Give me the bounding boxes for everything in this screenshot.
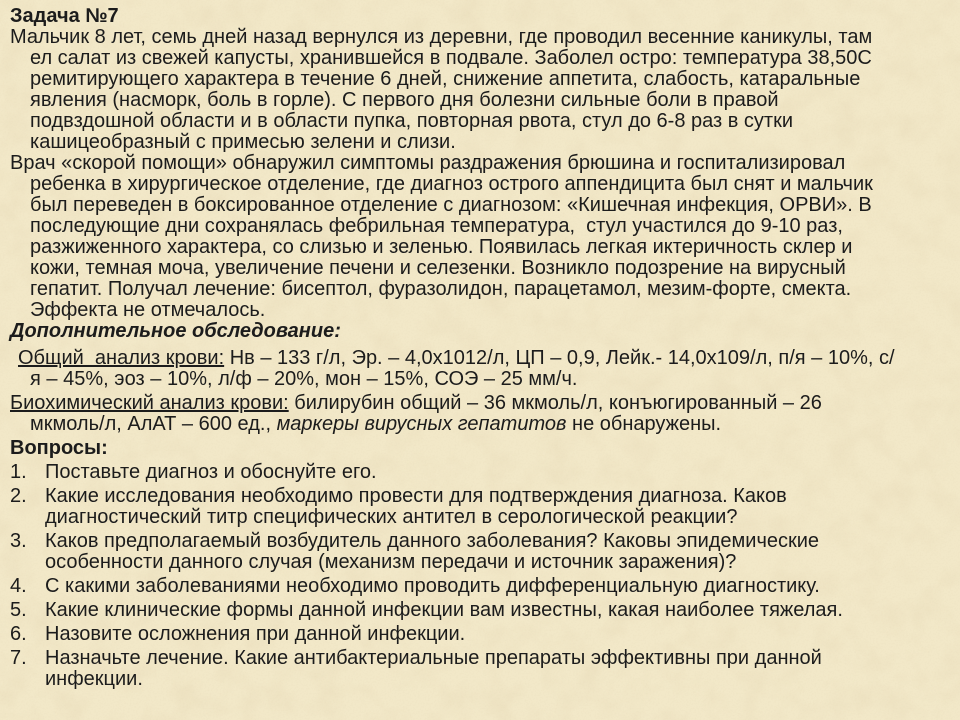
slide	[0, 6, 950, 690]
case-text-line: явления (насморк, боль в горле). С первого дня болезни сильные боли в правой	[30, 89, 779, 111]
hepatitis-markers-text: маркеры вирусных гепатитов	[276, 413, 567, 435]
biochem-line	[0, 414, 950, 435]
question-item	[0, 624, 950, 645]
case-text-line: последующие дни сохранялась фебрильная температура, стул участился до 9-10 раз,	[30, 215, 843, 237]
question-line: Поставьте диагноз и обоснуйте его.	[45, 461, 377, 483]
question-number: 4.	[10, 575, 27, 597]
question-number: 1.	[10, 461, 27, 483]
question-text	[45, 462, 377, 483]
biochem-values: мкмоль/л, АлАТ – 600 ед.,	[30, 413, 277, 435]
question-line: Какие клинические формы данной инфекции вам известны, какая наиболее тяжелая.	[45, 599, 843, 621]
case-text-line: кашицеобразный с примесью зелени и слизи.	[30, 131, 456, 153]
case-paragraph-2	[0, 153, 950, 321]
biochem-values: не обнаружены.	[566, 413, 722, 435]
question-line: Назовите осложнения при данной инфекции.	[45, 623, 466, 645]
question-number: 5.	[10, 599, 27, 621]
question-line: Назначьте лечение. Какие антибактериальные препараты эффективны при данной	[45, 647, 822, 669]
case-text-line: Мальчик 8 лет, семь дней назад вернулся из деревни, где проводил весенние каникулы, там	[10, 26, 873, 48]
blood-count-line: я – 45%, эоз – 10%, л/ф – 20%, мон – 15%, СОЭ – 25 мм/ч.	[30, 368, 578, 390]
question-line: Каков предполагаемый возбудитель данного заболевания? Каковы эпидемические	[45, 530, 820, 552]
biochem-line	[0, 393, 950, 414]
question-text	[45, 648, 822, 690]
question-line: инфекции.	[45, 668, 143, 690]
question-line: диагностический титр специфических антител в серологической реакции?	[45, 506, 738, 528]
blood-count-line	[0, 348, 950, 369]
question-item	[0, 600, 950, 621]
blood-count-label: Общий анализ крови:	[18, 347, 225, 369]
question-line: Какие исследования необходимо провести для подтверждения диагноза. Каков	[45, 485, 787, 507]
question-text	[45, 624, 465, 645]
case-text-line: кожи, темная моча, увеличение печени и селезенки. Возникло подозрение на вирусный	[30, 257, 846, 279]
case-text-line: гепатит. Получал лечение: бисептол, фуразолидон, парацетамол, мезим-форте, смекта.	[30, 278, 852, 300]
questions-heading: Вопросы:	[10, 437, 108, 459]
case-text-line: подвздошной области и в области пупка, повторная рвота, стул до 6-8 раз в сутки	[30, 110, 794, 132]
case-text-line: ел салат из свежей капусты, хранившейся в подвале. Заболел остро: температура 38,50С	[30, 47, 872, 69]
question-line: особенности данного случая (механизм передачи и источник заражения)?	[45, 551, 737, 573]
question-item	[0, 576, 950, 597]
question-text	[45, 576, 820, 597]
biochem-section	[0, 393, 950, 435]
case-text-line: был переведен в боксированное отделение с диагнозом: «Кишечная инфекция, ОРВИ». В	[30, 194, 872, 216]
question-text	[45, 531, 819, 573]
case-text-line: Эффекта не отмечалось.	[30, 299, 266, 321]
case-text-line: Врач «скорой помощи» обнаружил симптомы раздражения брюшина и госпитализировал	[10, 152, 846, 174]
exam-heading: Дополнительное обследование:	[10, 320, 341, 342]
case-text-line: ремитирующего характера в течение 6 дней, снижение аппетита, слабость, катаральные	[30, 68, 861, 90]
case-text-line: ребенка в хирургическое отделение, где диагноз острого аппендицита был снят и мальчик	[30, 173, 873, 195]
question-text	[45, 486, 787, 528]
blood-count-values: Нв – 133 г/л, Эр. – 4,0х1012/л, ЦП – 0,9, Лейк.- 14,0х109/л, п/я – 10%, с/	[224, 347, 895, 369]
task-title: Задача №7	[10, 5, 119, 27]
biochem-values: билирубин общий – 36 мкмоль/л, конъюгированный – 26	[288, 392, 822, 414]
question-number: 3.	[10, 530, 27, 552]
questions-list	[0, 462, 950, 690]
case-text-line: разжиженного характера, со слизью и зеленью. Появилась легкая иктеричность склер и	[30, 236, 853, 258]
question-item	[0, 462, 950, 483]
question-item	[0, 648, 950, 690]
question-number: 2.	[10, 485, 27, 507]
blood-count-section	[0, 348, 950, 390]
case-paragraph-1	[0, 27, 950, 153]
question-item	[0, 531, 950, 573]
question-number: 7.	[10, 647, 27, 669]
question-text	[45, 600, 843, 621]
question-item	[0, 486, 950, 528]
question-line: С какими заболеваниями необходимо проводить дифференциальную диагностику.	[45, 575, 820, 597]
biochem-label: Биохимический анализ крови:	[10, 392, 289, 414]
question-number: 6.	[10, 623, 27, 645]
